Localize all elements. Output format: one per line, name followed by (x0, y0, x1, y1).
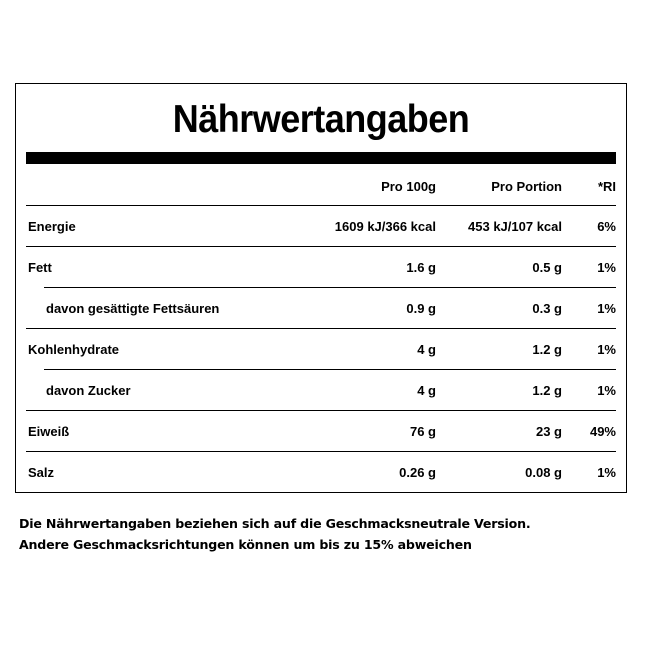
footnote-line-1: Die Nährwertangaben beziehen sich auf die Geschmacksneutrale Version. (19, 516, 531, 531)
row-label: davon gesättigte Fettsäuren (46, 301, 220, 316)
table-row-sugar (26, 370, 616, 411)
row-label: Salz (28, 465, 55, 480)
row-per-100g: 76 g (409, 424, 436, 439)
row-label: Fett (28, 260, 52, 275)
row-per-portion: 0.5 g (532, 260, 562, 275)
row-label: davon Zucker (46, 383, 131, 398)
nutrition-facts-panel (15, 83, 627, 493)
header-per-100g: Pro 100g (381, 179, 436, 194)
table-header-row (26, 166, 616, 207)
row-per-portion: 1.2 g (532, 383, 562, 398)
table-row-carbohydrates (26, 329, 616, 370)
row-ri: 49% (589, 424, 616, 439)
table-row-salt (26, 452, 616, 493)
row-per-portion: 0.08 g (525, 465, 562, 480)
header-ri: *RI (597, 179, 616, 194)
row-per-portion: 0.3 g (532, 301, 562, 316)
nutrition-title: Nährwertangaben (172, 96, 470, 141)
row-per-portion: 23 g (535, 424, 562, 439)
row-label: Eiweiß (28, 424, 70, 439)
row-ri: 1% (597, 301, 616, 316)
row-ri: 1% (597, 383, 616, 398)
row-per-100g: 0.9 g (406, 301, 436, 316)
row-ri: 1% (597, 260, 616, 275)
row-per-100g: 1609 kJ/366 kcal (334, 219, 436, 234)
footnote (19, 513, 530, 555)
table-row-protein (26, 411, 616, 452)
row-label: Energie (28, 219, 76, 234)
title-divider (26, 152, 616, 164)
row-per-100g: 4 g (417, 342, 436, 357)
table-row-saturated-fat (26, 288, 616, 329)
footnote-line-2: Andere Geschmacksrichtungen können um bis zu 15% abweichen (19, 537, 472, 552)
row-ri: 1% (597, 465, 616, 480)
header-per-portion: Pro Portion (491, 179, 562, 194)
row-ri: 6% (597, 219, 616, 234)
row-per-portion: 453 kJ/107 kcal (468, 219, 562, 234)
row-per-100g: 4 g (417, 383, 436, 398)
table-row-energy (26, 206, 616, 247)
row-label: Kohlenhydrate (28, 342, 120, 357)
row-per-100g: 1.6 g (406, 260, 436, 275)
row-per-100g: 0.26 g (399, 465, 436, 480)
table-row-fat (26, 247, 616, 288)
row-ri: 1% (597, 342, 616, 357)
row-per-portion: 1.2 g (532, 342, 562, 357)
